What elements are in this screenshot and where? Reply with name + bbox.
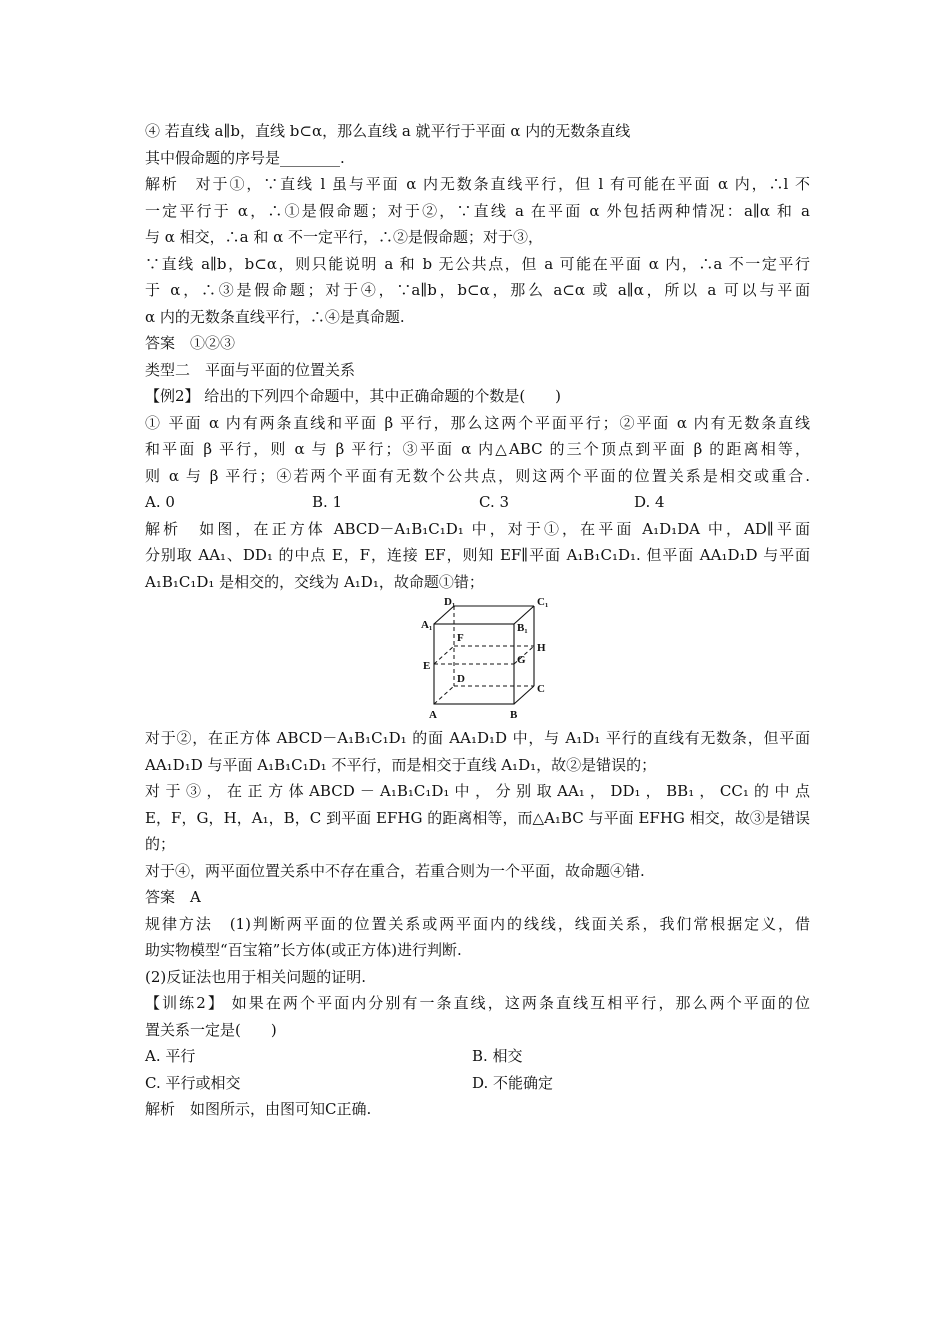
label-c: C <box>537 683 545 695</box>
text-line: 解析 如图，在正方体 ABCD－A₁B₁C₁D₁ 中，对于①，在平面 A₁D₁DA 中，AD∥平面 <box>145 519 810 538</box>
cube-edge <box>434 606 454 624</box>
label-d1: D₁ <box>444 597 456 608</box>
option-c: C. 3 <box>479 493 510 511</box>
text-line: 助实物模型“百宝箱”长方体(或正方体)进行判断. <box>145 941 462 959</box>
hidden-edge <box>434 686 454 704</box>
option-a: A. 平行 <box>145 1047 196 1065</box>
text-line: 和平面 β 平行，则 α 与 β 平行；③平面 α 内△ABC 的三个顶点到平面 β 的距离相等， <box>145 440 810 458</box>
section-heading: 类型二 平面与平面的位置关系 <box>145 360 356 379</box>
option-b: B. 1 <box>312 493 343 511</box>
label-b1: B₁ <box>517 622 528 634</box>
section-line-ef <box>434 646 454 664</box>
answer-line: 答案 ①②③ <box>145 334 236 352</box>
text-line: 规律方法 (1)判断两平面的位置关系或两平面内的线线，线面关系，我们常根据定义，借 <box>145 914 810 933</box>
cube-front-face <box>434 624 514 704</box>
option-b: B. 相交 <box>472 1047 523 1065</box>
text-line: ④ 若直线 a∥b，直线 b⊂α，那么直线 a 就平行于平面 α 内的无数条直线 <box>145 122 631 140</box>
text-line: 分别取 AA₁、DD₁ 的中点 E，F，连接 EF，则知 EF∥平面 A₁B₁C₁D₁. 但平面 AA₁D₁D 与平面 <box>145 546 810 564</box>
text-line: (2)反证法也用于相关问题的证明. <box>145 967 367 986</box>
cube-figure <box>145 597 810 725</box>
answer-line: 答案 A <box>145 888 201 906</box>
cube-diagram <box>420 597 550 723</box>
label-g: G <box>517 654 526 666</box>
example-title: 【例2】 给出的下列四个命题中，其中正确命题的个数是( ) <box>145 387 562 405</box>
text-line: ∵直线 a∥b，b⊂α，则只能说明 a 和 b 无公共点，但 a 可能在平面 α 内，∴a 不一定平行 <box>145 254 810 273</box>
text-line: 解析 如图所示，由图可知C正确. <box>145 1100 372 1118</box>
text-line: α 内的无数条直线平行，∴④是真命题. <box>145 307 405 326</box>
text-line: 则 α 与 β 平行；④若两个平面有无数个公共点，则这两个平面的位置关系是相交或重合. <box>145 466 810 485</box>
choice-options <box>145 1070 810 1097</box>
option-c: C. 平行或相交 <box>145 1073 241 1092</box>
text-line: 其中假命题的序号是________. <box>145 148 345 167</box>
label-h: H <box>537 642 546 654</box>
text-line: 对于②，在正方体 ABCD－A₁B₁C₁D₁ 的面 AA₁D₁D 中，与 A₁D₁ 平行的直线有无数条，但平面 <box>145 729 810 747</box>
label-f: F <box>457 632 464 644</box>
label-d: D <box>457 673 465 685</box>
option-d: D. 不能确定 <box>472 1073 554 1092</box>
document-page <box>145 118 810 1123</box>
label-a1: A₁ <box>421 619 433 631</box>
option-a: A. 0 <box>145 493 175 511</box>
choice-options <box>145 1043 810 1070</box>
text-line: ① 平面 α 内有两条直线和平面 β 平行，那么这两个平面平行；②平面 α 内有无数条直线 <box>145 413 810 432</box>
text-line: 置关系一定是( ) <box>145 1020 277 1039</box>
text-line: 对于④，两平面位置关系中不存在重合，若重合则为一个平面，故命题④错. <box>145 861 645 880</box>
text-line: 与 α 相交，∴a 和 α 不一定平行，∴②是假命题；对于③， <box>145 228 544 246</box>
text-line: A₁B₁C₁D₁ 是相交的，交线为 A₁D₁，故命题①错； <box>145 572 484 591</box>
option-d: D. 4 <box>634 493 665 511</box>
text-line: 的； <box>145 835 176 853</box>
choice-options <box>145 489 810 516</box>
label-e: E <box>423 660 431 672</box>
label-a: A <box>429 709 437 721</box>
text-line: 解析 对于①，∵直线 l 虽与平面 α 内无数条直线平行，但 l 有可能在平面 α 内，∴l 不 <box>145 175 810 193</box>
label-b: B <box>510 709 518 721</box>
label-c1: C₁ <box>537 597 549 608</box>
text-line: 一定平行于 α，∴①是假命题；对于②，∵直线 a 在平面 α 外包括两种情况：a∥α 和 a <box>145 201 810 220</box>
text-line: 于 α，∴③是假命题；对于④，∵a∥b，b⊂α，那么 a⊂α 或 a∥α，所以 a 可以与平面 <box>145 281 810 299</box>
training-title: 【训练2】 如果在两个平面内分别有一条直线，这两条直线互相平行，那么两个平面的位 <box>145 994 810 1012</box>
cube-edge <box>514 686 534 704</box>
text-line: AA₁D₁D 与平面 A₁B₁C₁D₁ 不平行，而是相交于直线 A₁D₁，故②是错误的； <box>145 755 657 774</box>
text-line: E，F，G，H，A₁，B，C 到平面 EFHG 的距离相等，而△A₁BC 与平面 EFHG 相交，故③是错误 <box>145 808 810 827</box>
text-line: 对 于 ③ ， 在 正 方 体 ABCD － A₁B₁C₁D₁ 中 ， 分 别 取 AA₁ ， DD₁ ， BB₁ ， CC₁ 的 中 点 <box>145 782 810 800</box>
